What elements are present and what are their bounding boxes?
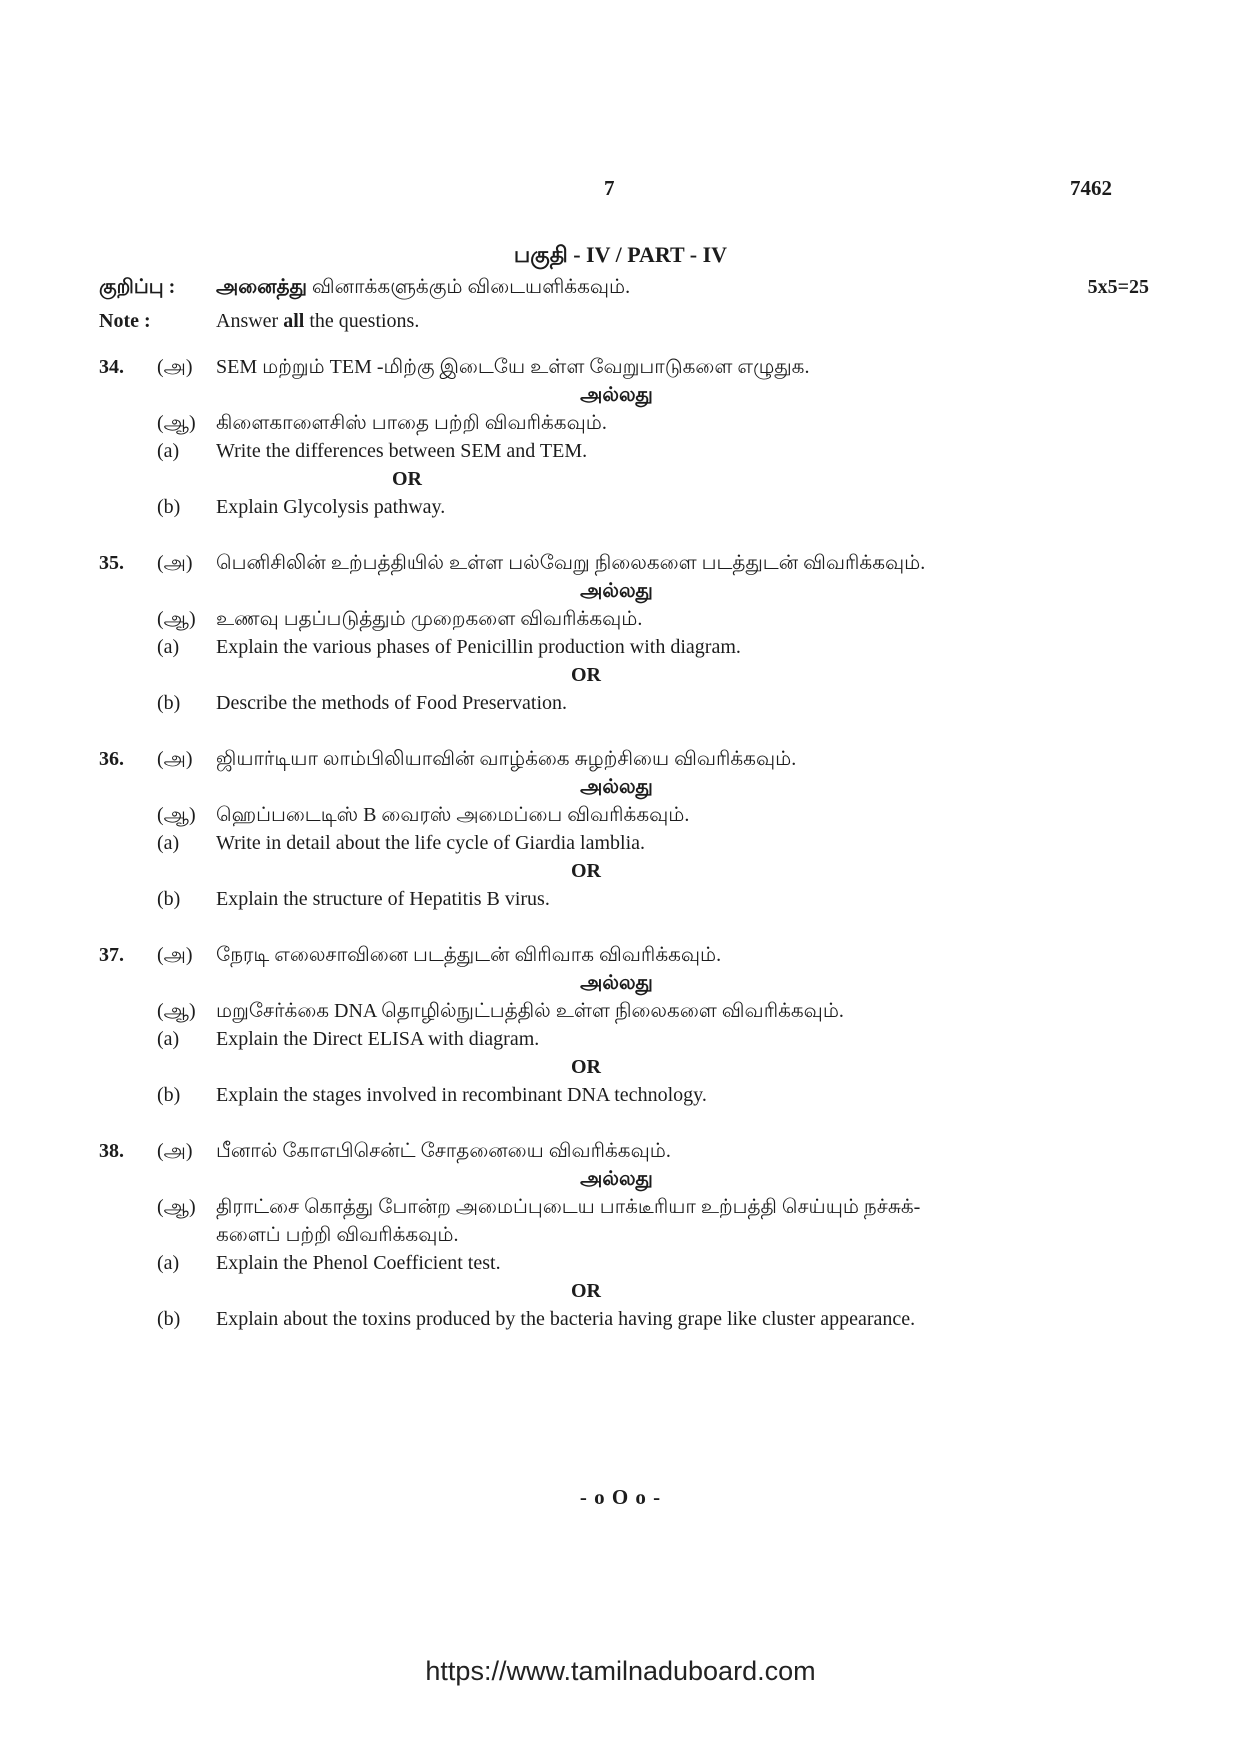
note-tamil-rest: வினாக்களுக்கும் விடையளிக்கவும். [311, 276, 631, 298]
question-text-english-b: Explain the structure of Hepatitis B virus. [216, 888, 550, 910]
question-text-tamil-b-continued: களைப் பற்றி விவரிக்கவும். [216, 1224, 459, 1246]
question-35 [99, 550, 1099, 718]
question-text-tamil-b: ஹெப்படைடிஸ் B வைரஸ் அமைப்பை விவரிக்கவும். [216, 804, 690, 826]
question-36 [99, 746, 1099, 914]
or-separator-tamil: அல்லது [580, 580, 653, 602]
option-marker: (அ) [157, 356, 193, 378]
question-text-tamil-b: மறுசேர்க்கை DNA தொழில்நுட்பத்தில் உள்ள நிலைகளை விவரிக்கவும். [216, 1000, 844, 1022]
question-number: 34. [99, 356, 124, 378]
option-marker: (b) [157, 496, 181, 518]
option-marker: (b) [157, 692, 181, 714]
option-marker: (b) [157, 1308, 181, 1330]
footer-url: https://www.tamilnaduboard.com [425, 1656, 816, 1686]
question-number: 36. [99, 748, 124, 770]
question-text-tamil-a: பீனால் கோஎபிசென்ட் சோதனையை விவரிக்கவும். [216, 1140, 671, 1162]
question-text-english-b: Explain Glycolysis pathway. [216, 496, 446, 518]
option-marker: (ஆ) [157, 412, 196, 434]
or-separator-tamil: அல்லது [580, 972, 653, 994]
question-37 [99, 942, 1099, 1110]
paper-code: 7462 [1070, 176, 1112, 200]
or-separator-english: OR [571, 860, 601, 882]
question-text-english-a: Write the differences between SEM and TEM. [216, 440, 588, 462]
question-text-tamil-a: பெனிசிலின் உற்பத்தியில் உள்ள பல்வேறு நிலைகளை படத்துடன் விவரிக்கவும். [216, 552, 926, 574]
option-marker: (a) [157, 440, 180, 462]
question-text-english-a: Explain the various phases of Penicillin production with diagram. [216, 636, 741, 658]
option-marker: (அ) [157, 552, 193, 574]
part-heading: பகுதி - IV / PART - IV [513, 242, 728, 267]
question-text-english-a: Explain the Direct ELISA with diagram. [216, 1028, 540, 1050]
option-marker: (அ) [157, 748, 193, 770]
or-separator-english: OR [571, 664, 601, 686]
question-34 [99, 354, 1099, 522]
question-text-english-b: Explain about the toxins produced by the bacteria having grape like cluster appearance. [216, 1308, 916, 1330]
or-separator-english: OR [392, 468, 422, 490]
question-text-english-a: Explain the Phenol Coefficient test. [216, 1252, 501, 1274]
option-marker: (ஆ) [157, 608, 196, 630]
or-separator-tamil: அல்லது [580, 384, 653, 406]
option-marker: (a) [157, 1252, 180, 1274]
question-text-tamil-a: நேரடி எலைசாவினை படத்துடன் விரிவாக விவரிக்கவும். [216, 944, 722, 966]
option-marker: (ஆ) [157, 804, 196, 826]
end-of-paper-mark: - o O o - [579, 1485, 662, 1509]
or-separator-english: OR [571, 1056, 601, 1078]
note-tamil-bold-word: அனைத்து [216, 276, 307, 298]
option-marker: (ஆ) [157, 1196, 196, 1218]
note-english-before: Answer [216, 310, 279, 332]
note-english-after: the questions. [309, 310, 420, 332]
question-number: 37. [99, 944, 124, 966]
question-text-tamil-b: கிளைகாளைசிஸ் பாதை பற்றி விவரிக்கவும். [216, 412, 607, 434]
note-tamil-label: குறிப்பு : [99, 276, 176, 298]
question-text-english-b: Describe the methods of Food Preservation. [216, 692, 568, 714]
option-marker: (a) [157, 1028, 180, 1050]
question-text-tamil-a: ஜியார்டியா லாம்பிலியாவின் வாழ்க்கை சுழற்சியை விவரிக்கவும். [216, 748, 797, 770]
note-english-bold-word: all [283, 310, 305, 332]
option-marker: (அ) [157, 944, 193, 966]
option-marker: (ஆ) [157, 1000, 196, 1022]
question-text-tamil-a: SEM மற்றும் TEM -மிற்கு இடையே உள்ள வேறுபாடுகளை எழுதுக. [216, 356, 810, 378]
question-text-tamil-b: திராட்சை கொத்து போன்ற அமைப்புடைய பாக்டீரியா உற்பத்தி செய்யும் நச்சுக்- [216, 1196, 921, 1218]
question-number: 38. [99, 1140, 124, 1162]
question-text-english-a: Write in detail about the life cycle of Giardia lamblia. [216, 832, 646, 854]
or-separator-tamil: அல்லது [580, 776, 653, 798]
note-tamil-text [216, 276, 630, 301]
marks-allocation: 5x5=25 [1087, 276, 1149, 298]
note-english-text [216, 310, 419, 333]
question-text-english-b: Explain the stages involved in recombinant DNA technology. [216, 1084, 707, 1106]
option-marker: (அ) [157, 1140, 193, 1162]
page-number: 7 [604, 176, 615, 200]
option-marker: (b) [157, 1084, 181, 1106]
note-english-label: Note : [99, 310, 151, 332]
question-text-tamil-b: உணவு பதப்படுத்தும் முறைகளை விவரிக்கவும். [216, 608, 643, 630]
question-38 [99, 1138, 1099, 1334]
question-number: 35. [99, 552, 124, 574]
questions-list [99, 354, 1099, 1362]
option-marker: (b) [157, 888, 181, 910]
or-separator-tamil: அல்லது [580, 1168, 653, 1190]
option-marker: (a) [157, 832, 180, 854]
option-marker: (a) [157, 636, 180, 658]
or-separator-english: OR [571, 1280, 601, 1302]
